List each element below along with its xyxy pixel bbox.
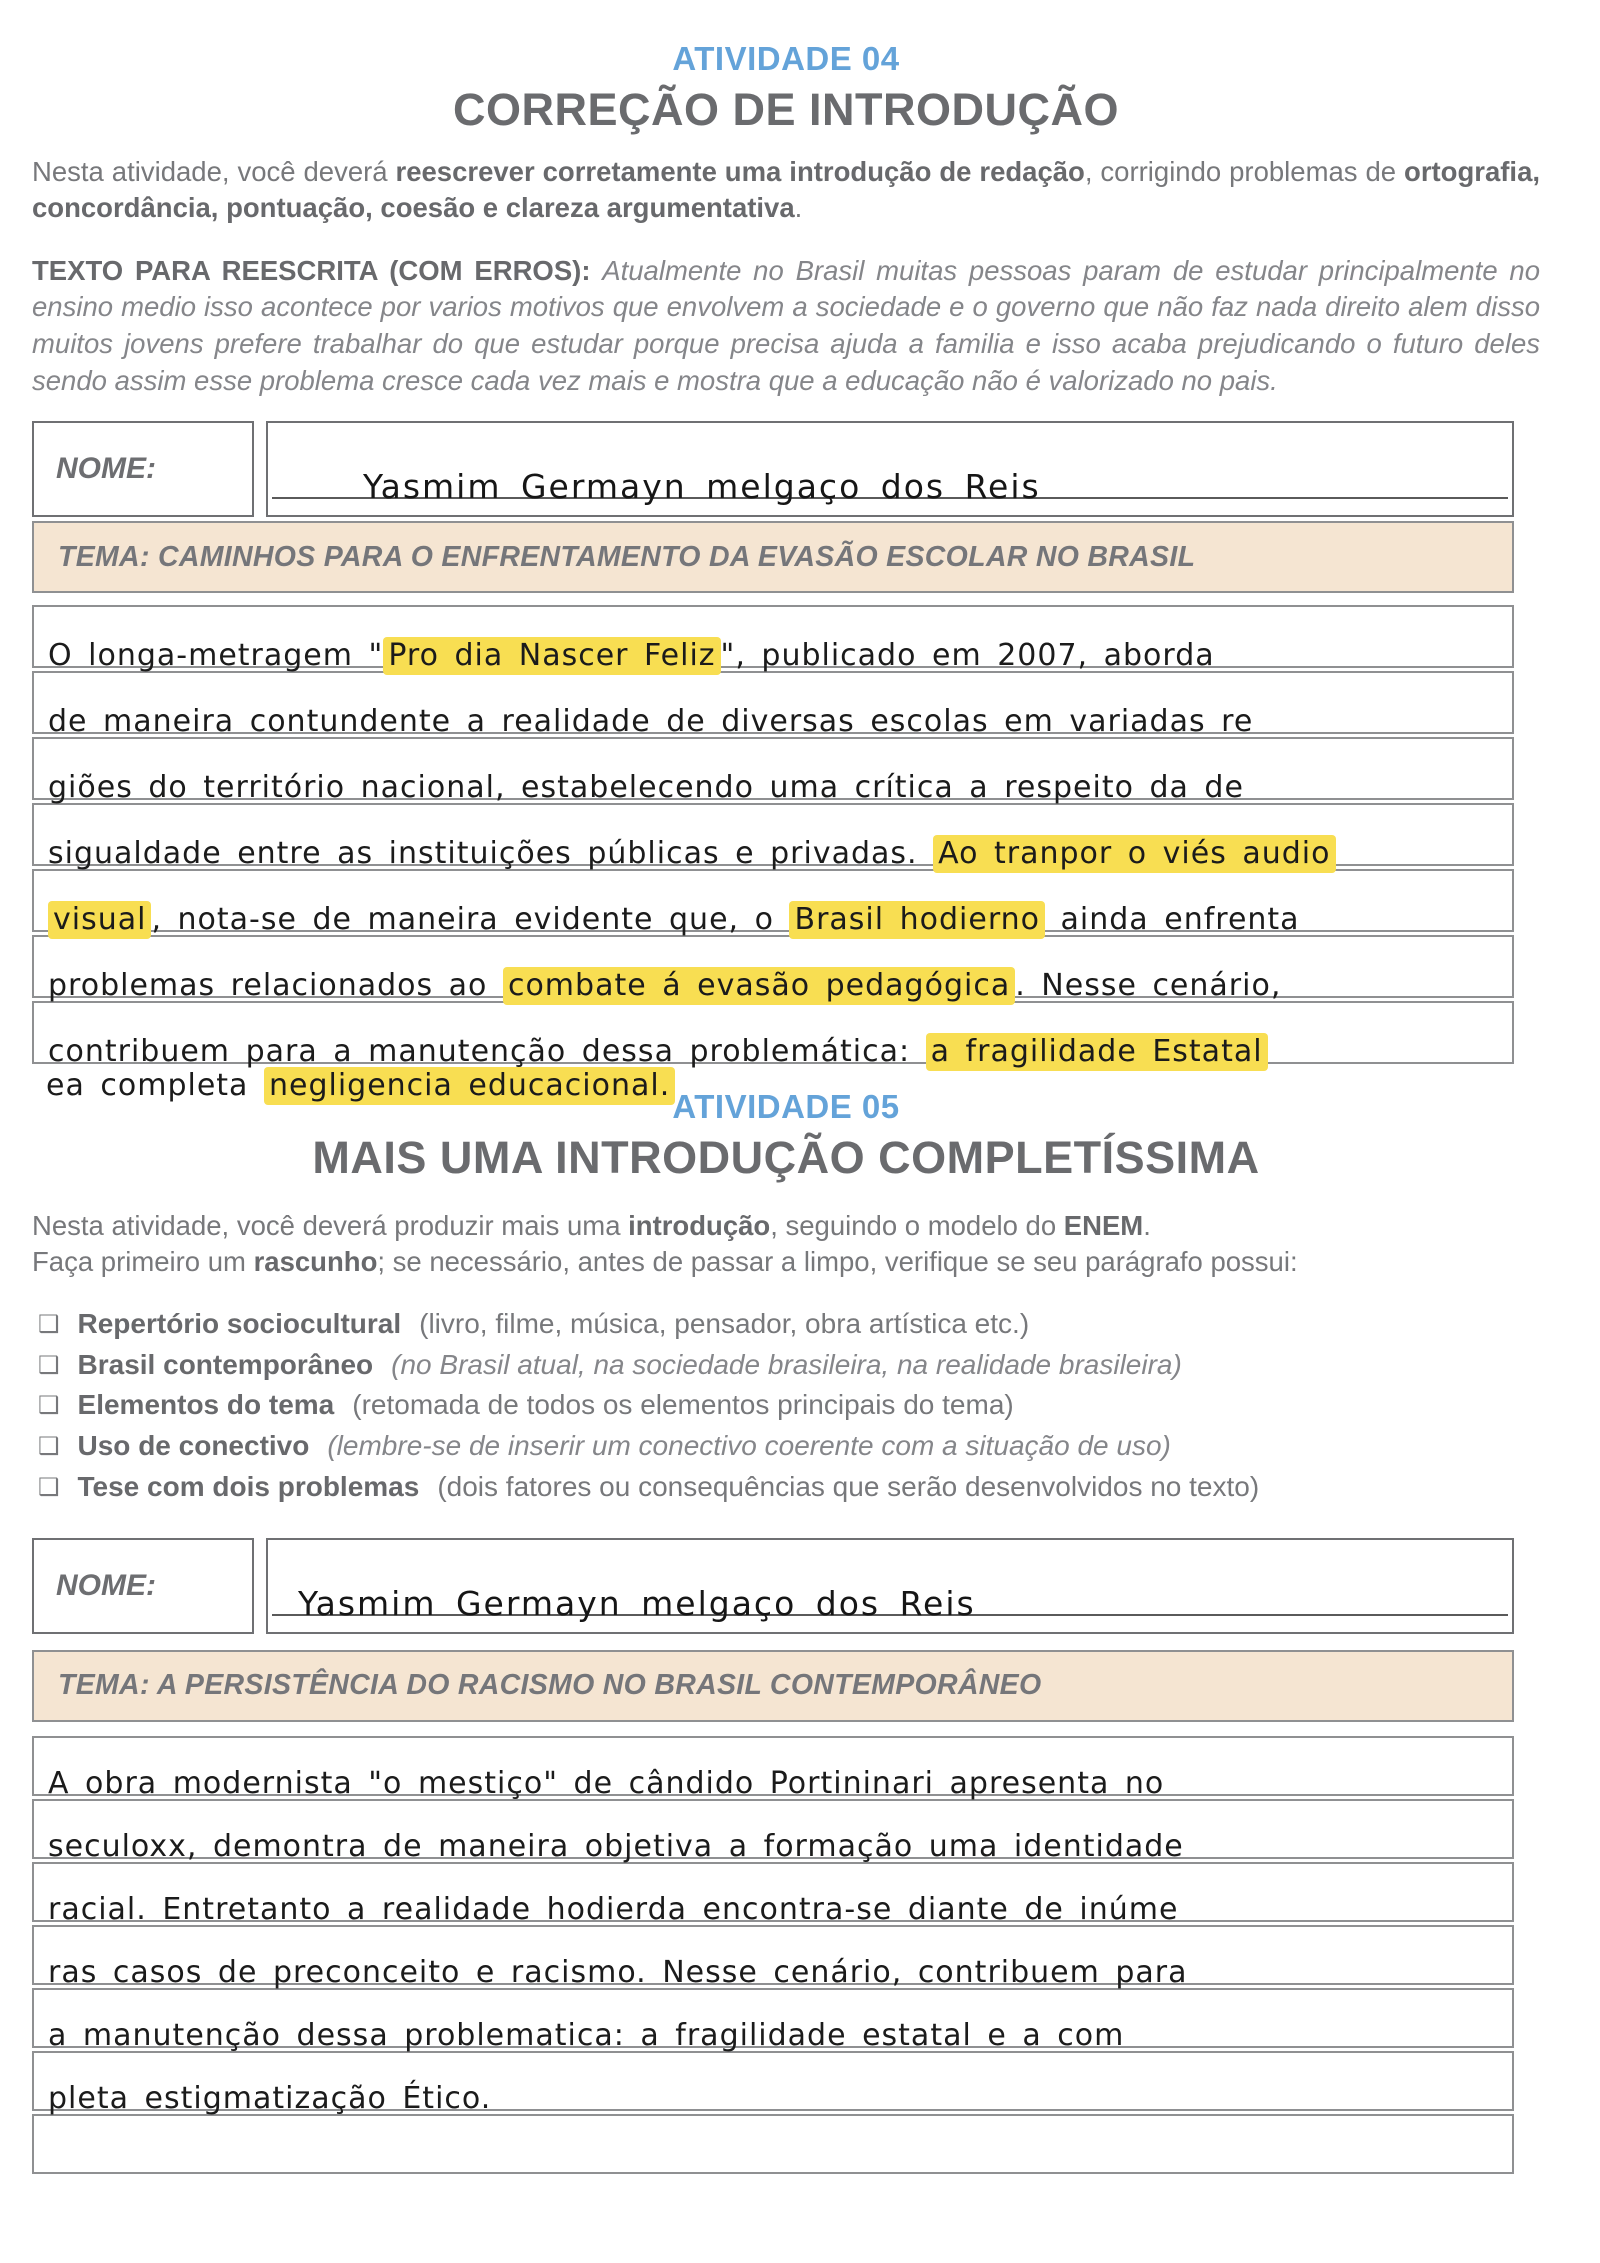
handwriting-segment: de maneira contundente a realidade de diversas escolas em variadas re [48,704,1254,740]
bold-run: ENEM [1063,1209,1144,1241]
handwritten-line [48,704,1253,739]
bold-run: rascunho [253,1246,378,1278]
checklist-item-desc: (livro, filme, música, pensador, obra artística etc.) [419,1307,1030,1339]
name-label: NOME: [56,1568,156,1602]
handwritten-line [48,2018,1124,2053]
name-field-04 [266,421,1514,517]
handwriting-segment: giões do território nacional, estabelecendo uma crítica a respeito da de [48,770,1244,806]
handwriting-segment: . Nesse cenário, [1015,968,1282,1004]
handwriting-segment: a manutenção dessa problematica: a fragilidade estatal e a com [48,2017,1125,2053]
checklist-item [38,1470,1540,1504]
highlighted-handwriting-segment: a fragilidade Estatal [926,1033,1268,1071]
writing-area-05 [32,1736,1514,2174]
name-row-05 [32,1538,1514,1634]
text-run: . [794,192,803,224]
activity-05-title: MAIS UMA INTRODUÇÃO COMPLETÍSSIMA [312,1132,1260,1183]
checklist-item-label: Tese com dois problemas [77,1471,420,1503]
highlighted-handwriting-segment: combate á evasão pedagógica [503,967,1015,1005]
activity-04-kicker: ATIVIDADE 04 [672,40,900,77]
name-label: NOME: [56,452,156,486]
handwriting-segment: ras casos de preconceito e racismo. Nesse cenário, contribuem para [48,1954,1188,1990]
handwritten-line [48,1766,1164,1801]
name-label-box [32,421,254,517]
checkbox-icon: ❑ [38,1351,60,1379]
highlighted-handwriting-segment: Brasil hodierno [789,901,1045,939]
handwriting-segment: sigualdade entre as instituições públicas e privadas. [48,836,934,872]
ruled-line-box [32,1799,1514,1864]
rewrite-error-text: Atualmente no Brasil muitas pessoas param de estudar principalmente no ensino medio isso acontece por varios motivos que envolvem a sociedade e o governo que não faz nada direito alem disso muitos jovens prefere trabalhar do que estudar porque precisa ajuda a familia e isso acaba prejudicando o futuro deles sendo assim esse problema cresce cada vez mais e mostra que a educação não é valorizado no pais. [32,254,1541,396]
checklist-item [38,1388,1540,1422]
handwriting-segment: contribuem para a manutenção dessa problemática: [48,1034,926,1070]
tema-bar-05 [32,1650,1514,1722]
checklist-item [38,1307,1540,1341]
checkbox-icon: ❑ [38,1433,60,1461]
handwriting-segment: A obra modernista "o mestiço" de cândido Portininari apresenta no [48,1765,1165,1801]
ruled-line-box [32,1925,1514,1990]
bold-run: reescrever corretamente uma introdução de redação [395,155,1085,187]
ruled-line-box [32,2114,1514,2174]
text-run: Faça primeiro um [32,1246,254,1278]
handwriting-segment: O longa-metragem " [48,638,384,674]
handwriting-segment: ", publicado em 2007, aborda [720,638,1215,674]
handwriting-segment: ea completa [46,1068,264,1104]
ruled-line-box [32,869,1514,938]
ruled-line-box [32,671,1514,740]
tema-text: TEMA: CAMINHOS PARA O ENFRENTAMENTO DA EVASÃO ESCOLAR NO BRASIL [58,540,1196,573]
checkbox-icon: ❑ [38,1310,60,1338]
handwriting-segment: ainda enfrenta [1045,902,1300,938]
requirements-checklist [38,1307,1540,1504]
checklist-item-label: Repertório sociocultural [77,1307,402,1339]
handwritten-line [48,968,1281,1003]
ruled-line-box [32,1001,1514,1070]
checklist-item-label: Elementos do tema [77,1389,335,1421]
handwritten-line [48,1829,1184,1864]
handwritten-line [48,1955,1188,1990]
writing-area-04 [32,605,1514,1070]
ruled-line-box [32,605,1514,674]
handwriting-segment: racial. Entretanto a realidade hodierda encontra-se diante de inúme [48,1891,1179,1927]
text-run: , seguindo o modelo do [770,1209,1064,1241]
checklist-item-label: Uso de conectivo [77,1430,310,1462]
handwritten-name: Yasmim Germayn melgaço dos Reis [363,467,1041,507]
name-row-04 [32,421,1514,517]
checklist-item-desc: (dois fatores ou consequências que serão desenvolvidos no texto) [437,1471,1260,1503]
bold-run: introdução [628,1209,771,1241]
activity-05-instructions [32,1208,1540,1281]
handwriting-segment: , nota-se de maneira evidente que, o [151,902,790,938]
checklist-item-desc: (lembre-se de inserir um conectivo coerente com a situação de uso) [327,1430,1171,1462]
tema-bar-04 [32,521,1514,593]
handwritten-line [48,770,1244,805]
handwritten-line [48,1892,1178,1927]
highlighted-handwriting-segment: visual [48,901,151,939]
text-run: . [1143,1209,1151,1241]
checklist-item-label: Brasil contemporâneo [77,1348,374,1380]
checklist-item [38,1348,1540,1382]
activity-05-kicker: ATIVIDADE 05 [672,1088,900,1126]
handwritten-line [48,1034,1268,1069]
bold-run: ortografia, concordância, pontuação, coesão e clareza argumentativa [32,155,1540,224]
ruled-line-box [32,737,1514,806]
ruled-line-box [32,1862,1514,1927]
text-run: Nesta atividade, você deverá [32,155,396,187]
highlighted-handwriting-segment: Pro dia Nascer Feliz [383,637,720,675]
ruled-line-box [32,1988,1514,2053]
ruled-line-box [32,803,1514,872]
handwritten-line [48,902,1300,937]
handwritten-line [48,836,1336,871]
name-label-box [32,1538,254,1634]
activity-04-instructions [32,154,1540,227]
ruled-line-box [32,935,1514,1004]
checklist-item-desc: (retomada de todos os elementos principais do tema) [352,1389,1014,1421]
text-run: , corrigindo problemas de [1084,155,1405,187]
text-run: Nesta atividade, você deverá produzir mais uma [32,1209,629,1241]
highlighted-handwriting-segment: Ao tranpor o viés audio [933,835,1335,873]
name-field-05 [266,1538,1514,1634]
checkbox-icon: ❑ [38,1474,60,1502]
tema-text: TEMA: A PERSISTÊNCIA DO RACISMO NO BRASIL CONTEMPORÂNEO [58,1669,1042,1702]
activity-05-header [32,1088,1540,1184]
text-run: ; se necessário, antes de passar a limpo, verifique se seu parágrafo possui: [377,1246,1298,1278]
checklist-item [38,1429,1540,1463]
rewrite-source-text [32,253,1540,399]
activity-04-section [32,40,1540,1108]
handwritten-line [48,638,1215,673]
activity-05-section [32,1088,1540,2174]
checklist-item-desc: (no Brasil atual, na sociedade brasileira, na realidade brasileira) [391,1348,1182,1380]
rewrite-label: TEXTO PARA REESCRITA (COM ERROS): [32,254,603,286]
highlighted-handwriting-segment: negligencia educacional. [264,1067,675,1105]
ruled-line-box [32,2051,1514,2116]
activity-04-title: CORREÇÃO DE INTRODUÇÃO [452,83,1119,135]
handwriting-segment: problemas relacionados ao [48,968,503,1004]
handwriting-segment: pleta estigmatização Ético. [48,2080,492,2116]
handwriting-segment: seculoxx, demontra de maneira objetiva a formação uma identidade [48,1828,1184,1864]
checkbox-icon: ❑ [38,1392,60,1420]
handwritten-line [48,2081,491,2116]
ruled-line-box [32,1736,1514,1801]
handwritten-name: Yasmim Germayn melgaço dos Reis [298,1583,976,1623]
